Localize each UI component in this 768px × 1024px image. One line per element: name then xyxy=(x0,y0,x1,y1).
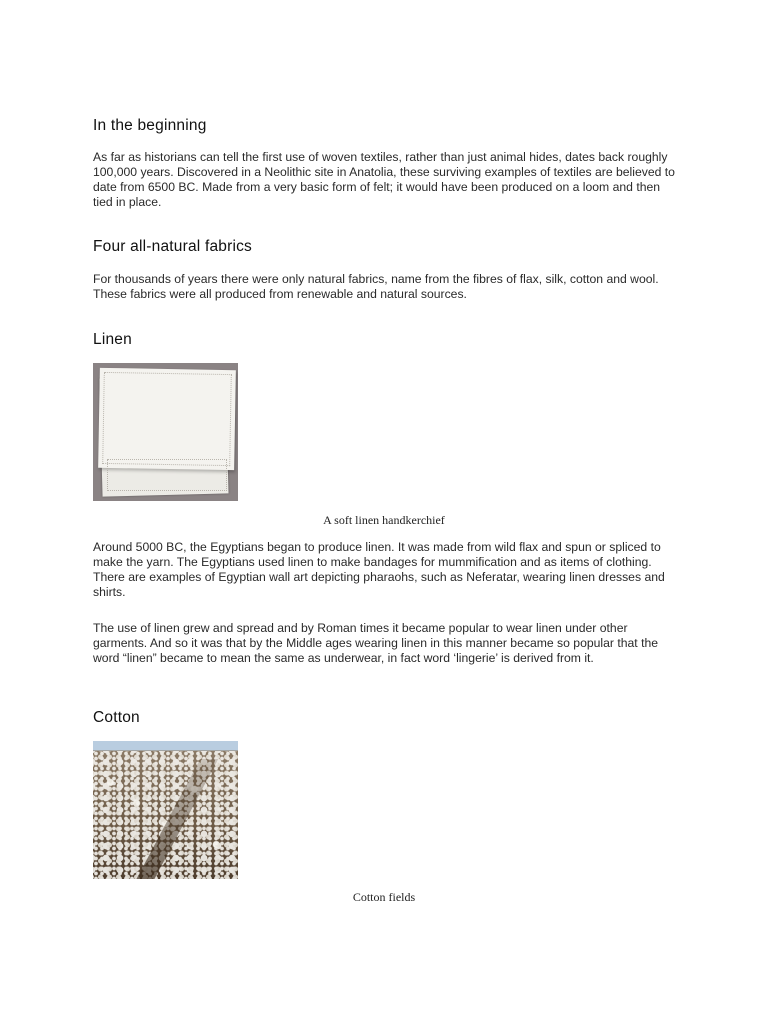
paragraph-natural-fabrics: For thousands of years there were only natural fabrics, name from the fibres of flax, silk, cotton and wool. These fabrics were all produced from renewable and natural sources. xyxy=(93,272,659,301)
heading-cotton: Cotton xyxy=(93,709,140,726)
caption-cotton: Cotton fields xyxy=(352,890,416,904)
handkerchief-hem xyxy=(102,372,232,466)
heading-linen: Linen xyxy=(93,331,132,348)
caption-linen: A soft linen handkerchief xyxy=(323,513,445,527)
paragraph-linen-egyptians: Around 5000 BC, the Egyptians began to produce linen. It was made from wild flax and spun or spliced to make the yarn. The Egyptians used linen to make bandages for mummification and as items of clothing. There are examples of Egyptian wall art depicting pharaohs, such as Neferatar, wearing linen dresses and shirts. xyxy=(93,540,665,599)
linen-handkerchief-image xyxy=(93,363,238,501)
handkerchief-front-layer xyxy=(98,368,236,470)
paragraph-linen-romans: The use of linen grew and spread and by Roman times it became popular to wear linen under other garments. And so it was that by the Middle ages wearing linen in this manner became so popular that the word “linen” became to mean the same as underwear, in fact word ‘lingerie’ is derived from it. xyxy=(93,621,659,665)
heading-four-natural-fabrics: Four all-natural fabrics xyxy=(93,238,252,255)
heading-in-the-beginning: In the beginning xyxy=(93,117,207,134)
cotton-bolls xyxy=(93,751,238,879)
cotton-field-image xyxy=(93,741,238,879)
handkerchief-lower-hem xyxy=(107,459,227,491)
paragraph-beginning: As far as historians can tell the first use of woven textiles, rather than just animal hides, dates back roughly 100,000 years. Discovered in a Neolithic site in Anatolia, these surviving examples of textiles are believed to date from 6500 BC. Made from a very basic form of felt; it would have been produced on a loom and then tied in place. xyxy=(93,150,675,209)
